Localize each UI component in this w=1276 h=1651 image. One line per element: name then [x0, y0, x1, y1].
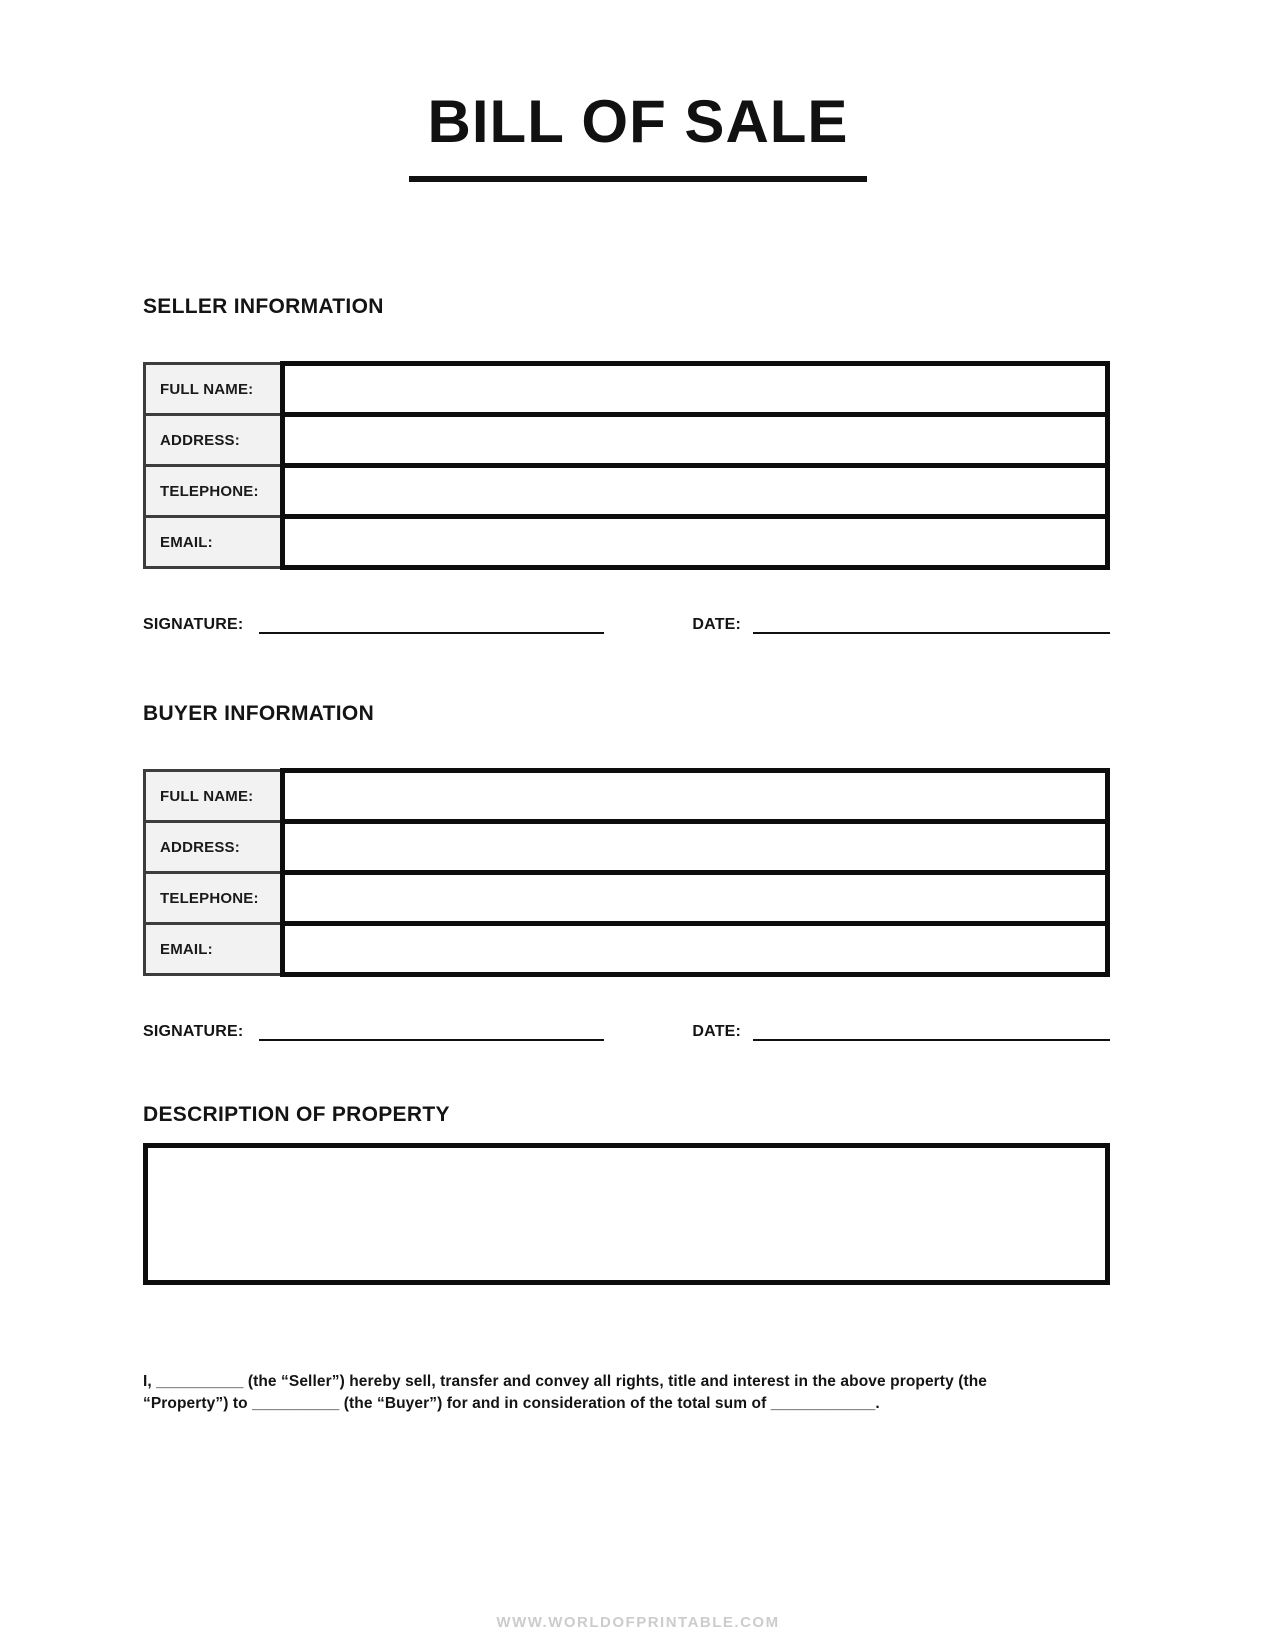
legal-paragraph: I, __________ (the “Seller”) hereby sell, transfer and convey all rights, title and interest in the above property (the “Property”) to __________ (the “Buyer”) for and in consideration of the total sum of ____________.: [143, 1373, 988, 1412]
buyer-email-label: EMAIL:: [145, 924, 283, 975]
buyer-telephone-label: TELEPHONE:: [145, 873, 283, 924]
buyer-signature-row: [143, 1019, 1110, 1041]
buyer-section-heading: BUYER INFORMATION: [143, 702, 375, 725]
table-row: [145, 771, 1108, 822]
property-section-heading: DESCRIPTION OF PROPERTY: [143, 1103, 450, 1126]
property-description-input[interactable]: [143, 1143, 1110, 1285]
buyer-date-group: [692, 1021, 1110, 1041]
seller-email-input[interactable]: [285, 519, 1105, 565]
footer-website: WWW.WORLDOFPRINTABLE.COM: [496, 1614, 780, 1631]
title-block: [0, 0, 1276, 182]
buyer-telephone-input[interactable]: [285, 875, 1105, 921]
title-underline: [409, 176, 867, 182]
buyer-full-name-input[interactable]: [285, 773, 1105, 819]
seller-date-group: [692, 614, 1110, 634]
seller-email-label: EMAIL:: [145, 517, 283, 568]
seller-full-name-label: FULL NAME:: [145, 364, 283, 415]
buyer-address-label: ADDRESS:: [145, 822, 283, 873]
buyer-date-label: DATE:: [692, 1023, 742, 1040]
table-row: [145, 822, 1108, 873]
seller-full-name-input[interactable]: [285, 366, 1105, 412]
seller-info-table: [143, 361, 1110, 570]
buyer-full-name-label: FULL NAME:: [145, 771, 283, 822]
buyer-signature-input[interactable]: [259, 1021, 604, 1041]
seller-signature-label: SIGNATURE:: [143, 616, 244, 633]
seller-date-label: DATE:: [692, 616, 742, 633]
buyer-info-table: [143, 768, 1110, 977]
seller-section-heading: SELLER INFORMATION: [143, 295, 384, 318]
buyer-date-input[interactable]: [753, 1021, 1110, 1041]
page-title: BILL OF SALE: [427, 88, 849, 155]
buyer-email-input[interactable]: [285, 926, 1105, 972]
seller-address-label: ADDRESS:: [145, 415, 283, 466]
buyer-address-input[interactable]: [285, 824, 1105, 870]
table-row: [145, 466, 1108, 517]
seller-signature-input[interactable]: [259, 614, 604, 634]
table-row: [145, 924, 1108, 975]
seller-date-input[interactable]: [753, 614, 1110, 634]
table-row: [145, 364, 1108, 415]
table-row: [145, 873, 1108, 924]
table-row: [145, 517, 1108, 568]
form-content: [0, 295, 1276, 1415]
table-row: [145, 415, 1108, 466]
seller-telephone-label: TELEPHONE:: [145, 466, 283, 517]
seller-signature-row: [143, 612, 1110, 634]
buyer-signature-label: SIGNATURE:: [143, 1023, 244, 1040]
seller-address-input[interactable]: [285, 417, 1105, 463]
seller-telephone-input[interactable]: [285, 468, 1105, 514]
